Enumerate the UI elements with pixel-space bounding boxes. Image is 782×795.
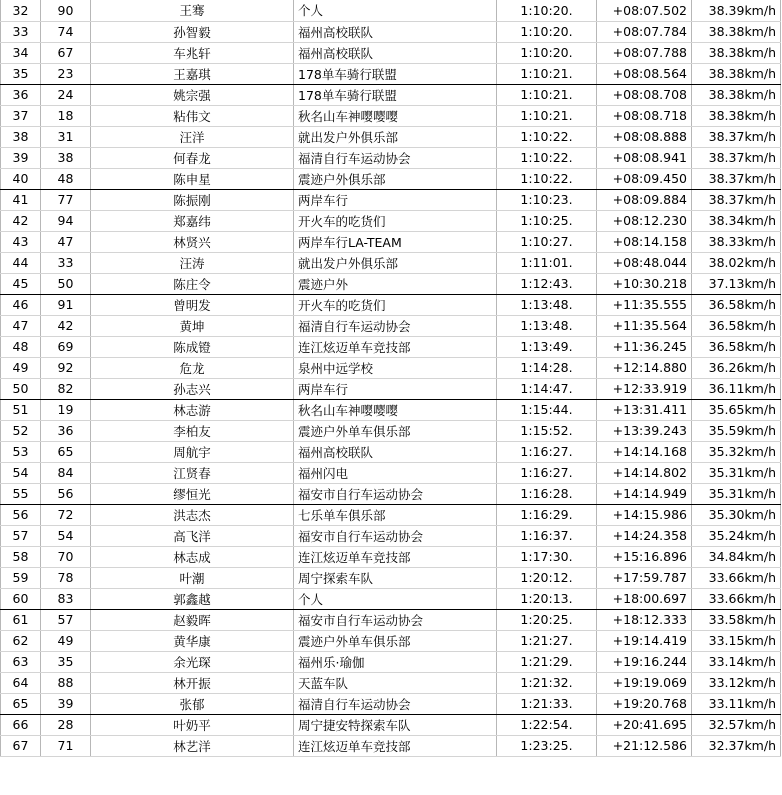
rank-cell: 36: [1, 84, 41, 105]
rank-cell: 41: [1, 189, 41, 210]
team-name-cell: 福安市自行车运动协会: [294, 609, 497, 630]
avg-speed-cell: 37.13km/h: [692, 273, 781, 294]
finish-time-cell: 1:15:44.: [497, 399, 597, 420]
table-row: [1, 735, 781, 756]
table-row: [1, 252, 781, 273]
rank-cell: 37: [1, 105, 41, 126]
time-gap-cell: +11:35.564: [597, 315, 692, 336]
table-row: [1, 294, 781, 315]
avg-speed-cell: 33.66km/h: [692, 588, 781, 609]
rank-cell: 51: [1, 399, 41, 420]
team-name-cell: 周宁探索车队: [294, 567, 497, 588]
time-gap-cell: +21:12.586: [597, 735, 692, 756]
team-name-cell: 就出发户外俱乐部: [294, 252, 497, 273]
rider-name-cell: 郭鑫越: [91, 588, 294, 609]
table-row: [1, 567, 781, 588]
bib-number-cell: 31: [41, 126, 91, 147]
avg-speed-cell: 38.38km/h: [692, 63, 781, 84]
bib-number-cell: 90: [41, 0, 91, 21]
rider-name-cell: 黄华康: [91, 630, 294, 651]
avg-speed-cell: 38.02km/h: [692, 252, 781, 273]
bib-number-cell: 78: [41, 567, 91, 588]
bib-number-cell: 65: [41, 441, 91, 462]
avg-speed-cell: 38.38km/h: [692, 105, 781, 126]
bib-number-cell: 77: [41, 189, 91, 210]
avg-speed-cell: 33.58km/h: [692, 609, 781, 630]
avg-speed-cell: 35.31km/h: [692, 483, 781, 504]
rank-cell: 63: [1, 651, 41, 672]
rank-cell: 34: [1, 42, 41, 63]
avg-speed-cell: 35.30km/h: [692, 504, 781, 525]
team-name-cell: 秋名山车神嘤嘤嘤: [294, 399, 497, 420]
time-gap-cell: +19:19.069: [597, 672, 692, 693]
table-row: [1, 168, 781, 189]
finish-time-cell: 1:10:21.: [497, 105, 597, 126]
rank-cell: 60: [1, 588, 41, 609]
team-name-cell: 连江炫迈单车竞技部: [294, 336, 497, 357]
finish-time-cell: 1:11:01.: [497, 252, 597, 273]
avg-speed-cell: 35.31km/h: [692, 462, 781, 483]
team-name-cell: 福州高校联队: [294, 21, 497, 42]
table-row: [1, 189, 781, 210]
team-name-cell: 秋名山车神嘤嘤嘤: [294, 105, 497, 126]
team-name-cell: 连江炫迈单车竞技部: [294, 546, 497, 567]
avg-speed-cell: 38.37km/h: [692, 147, 781, 168]
time-gap-cell: +12:33.919: [597, 378, 692, 399]
avg-speed-cell: 38.37km/h: [692, 189, 781, 210]
bib-number-cell: 36: [41, 420, 91, 441]
bib-number-cell: 38: [41, 147, 91, 168]
avg-speed-cell: 33.15km/h: [692, 630, 781, 651]
rank-cell: 32: [1, 0, 41, 21]
time-gap-cell: +18:00.697: [597, 588, 692, 609]
avg-speed-cell: 36.58km/h: [692, 315, 781, 336]
team-name-cell: 个人: [294, 0, 497, 21]
avg-speed-cell: 33.14km/h: [692, 651, 781, 672]
avg-speed-cell: 38.34km/h: [692, 210, 781, 231]
rider-name-cell: 王嘉琪: [91, 63, 294, 84]
time-gap-cell: +14:14.949: [597, 483, 692, 504]
rider-name-cell: 孙智毅: [91, 21, 294, 42]
bib-number-cell: 74: [41, 21, 91, 42]
rider-name-cell: 林志成: [91, 546, 294, 567]
team-name-cell: 连江炫迈单车竞技部: [294, 735, 497, 756]
results-body: [1, 0, 781, 756]
team-name-cell: 福州高校联队: [294, 42, 497, 63]
finish-time-cell: 1:21:32.: [497, 672, 597, 693]
avg-speed-cell: 38.33km/h: [692, 231, 781, 252]
finish-time-cell: 1:10:20.: [497, 0, 597, 21]
team-name-cell: 福清自行车运动协会: [294, 693, 497, 714]
table-row: [1, 588, 781, 609]
table-row: [1, 483, 781, 504]
avg-speed-cell: 38.39km/h: [692, 0, 781, 21]
bib-number-cell: 84: [41, 462, 91, 483]
rank-cell: 47: [1, 315, 41, 336]
rank-cell: 64: [1, 672, 41, 693]
time-gap-cell: +12:14.880: [597, 357, 692, 378]
time-gap-cell: +14:24.358: [597, 525, 692, 546]
rider-name-cell: 郑嘉纬: [91, 210, 294, 231]
bib-number-cell: 28: [41, 714, 91, 735]
avg-speed-cell: 38.38km/h: [692, 84, 781, 105]
rank-cell: 44: [1, 252, 41, 273]
table-row: [1, 525, 781, 546]
team-name-cell: 福安市自行车运动协会: [294, 483, 497, 504]
finish-time-cell: 1:14:28.: [497, 357, 597, 378]
team-name-cell: 周宁捷安特探索车队: [294, 714, 497, 735]
avg-speed-cell: 38.37km/h: [692, 126, 781, 147]
finish-time-cell: 1:10:22.: [497, 168, 597, 189]
table-row: [1, 210, 781, 231]
rider-name-cell: 江贤春: [91, 462, 294, 483]
time-gap-cell: +08:14.158: [597, 231, 692, 252]
rank-cell: 54: [1, 462, 41, 483]
bib-number-cell: 24: [41, 84, 91, 105]
finish-time-cell: 1:16:37.: [497, 525, 597, 546]
table-row: [1, 147, 781, 168]
time-gap-cell: +14:14.802: [597, 462, 692, 483]
rider-name-cell: 林贤兴: [91, 231, 294, 252]
time-gap-cell: +10:30.218: [597, 273, 692, 294]
bib-number-cell: 70: [41, 546, 91, 567]
bib-number-cell: 23: [41, 63, 91, 84]
rank-cell: 46: [1, 294, 41, 315]
avg-speed-cell: 36.58km/h: [692, 294, 781, 315]
table-row: [1, 693, 781, 714]
team-name-cell: 福清自行车运动协会: [294, 147, 497, 168]
rider-name-cell: 缪恒光: [91, 483, 294, 504]
finish-time-cell: 1:16:28.: [497, 483, 597, 504]
rider-name-cell: 张郁: [91, 693, 294, 714]
time-gap-cell: +15:16.896: [597, 546, 692, 567]
bib-number-cell: 18: [41, 105, 91, 126]
table-row: [1, 441, 781, 462]
time-gap-cell: +08:07.788: [597, 42, 692, 63]
table-row: [1, 504, 781, 525]
table-row: [1, 609, 781, 630]
team-name-cell: 178单车骑行联盟: [294, 63, 497, 84]
finish-time-cell: 1:16:29.: [497, 504, 597, 525]
team-name-cell: 个人: [294, 588, 497, 609]
finish-time-cell: 1:10:25.: [497, 210, 597, 231]
rank-cell: 62: [1, 630, 41, 651]
finish-time-cell: 1:10:21.: [497, 63, 597, 84]
time-gap-cell: +17:59.787: [597, 567, 692, 588]
rider-name-cell: 林志游: [91, 399, 294, 420]
time-gap-cell: +20:41.695: [597, 714, 692, 735]
time-gap-cell: +08:08.888: [597, 126, 692, 147]
finish-time-cell: 1:22:54.: [497, 714, 597, 735]
team-name-cell: 震迹户外: [294, 273, 497, 294]
rider-name-cell: 危龙: [91, 357, 294, 378]
time-gap-cell: +08:12.230: [597, 210, 692, 231]
bib-number-cell: 69: [41, 336, 91, 357]
avg-speed-cell: 38.38km/h: [692, 21, 781, 42]
avg-speed-cell: 33.11km/h: [692, 693, 781, 714]
avg-speed-cell: 32.57km/h: [692, 714, 781, 735]
rider-name-cell: 陈申星: [91, 168, 294, 189]
time-gap-cell: +08:08.708: [597, 84, 692, 105]
bib-number-cell: 94: [41, 210, 91, 231]
rider-name-cell: 陈成镫: [91, 336, 294, 357]
bib-number-cell: 91: [41, 294, 91, 315]
table-row: [1, 630, 781, 651]
team-name-cell: 福州闪电: [294, 462, 497, 483]
time-gap-cell: +08:48.044: [597, 252, 692, 273]
finish-time-cell: 1:16:27.: [497, 462, 597, 483]
bib-number-cell: 35: [41, 651, 91, 672]
bib-number-cell: 42: [41, 315, 91, 336]
team-name-cell: 天蓝车队: [294, 672, 497, 693]
rank-cell: 39: [1, 147, 41, 168]
rank-cell: 58: [1, 546, 41, 567]
avg-speed-cell: 38.37km/h: [692, 168, 781, 189]
rank-cell: 56: [1, 504, 41, 525]
rank-cell: 33: [1, 21, 41, 42]
avg-speed-cell: 35.32km/h: [692, 441, 781, 462]
table-row: [1, 126, 781, 147]
finish-time-cell: 1:16:27.: [497, 441, 597, 462]
bib-number-cell: 47: [41, 231, 91, 252]
team-name-cell: 开火车的吃货们: [294, 294, 497, 315]
table-row: [1, 0, 781, 21]
finish-time-cell: 1:20:12.: [497, 567, 597, 588]
rank-cell: 43: [1, 231, 41, 252]
rank-cell: 53: [1, 441, 41, 462]
rank-cell: 61: [1, 609, 41, 630]
table-row: [1, 315, 781, 336]
rank-cell: 55: [1, 483, 41, 504]
time-gap-cell: +08:08.718: [597, 105, 692, 126]
rank-cell: 49: [1, 357, 41, 378]
bib-number-cell: 82: [41, 378, 91, 399]
rider-name-cell: 何春龙: [91, 147, 294, 168]
finish-time-cell: 1:21:29.: [497, 651, 597, 672]
rank-cell: 52: [1, 420, 41, 441]
table-row: [1, 399, 781, 420]
finish-time-cell: 1:23:25.: [497, 735, 597, 756]
rank-cell: 57: [1, 525, 41, 546]
rank-cell: 45: [1, 273, 41, 294]
rank-cell: 50: [1, 378, 41, 399]
avg-speed-cell: 38.38km/h: [692, 42, 781, 63]
avg-speed-cell: 32.37km/h: [692, 735, 781, 756]
bib-number-cell: 72: [41, 504, 91, 525]
rank-cell: 48: [1, 336, 41, 357]
table-row: [1, 42, 781, 63]
rider-name-cell: 陈庄令: [91, 273, 294, 294]
finish-time-cell: 1:13:48.: [497, 294, 597, 315]
rider-name-cell: 林开振: [91, 672, 294, 693]
bib-number-cell: 83: [41, 588, 91, 609]
rider-name-cell: 叶奶平: [91, 714, 294, 735]
team-name-cell: 震迹户外单车俱乐部: [294, 420, 497, 441]
bib-number-cell: 39: [41, 693, 91, 714]
bib-number-cell: 33: [41, 252, 91, 273]
bib-number-cell: 67: [41, 42, 91, 63]
table-row: [1, 84, 781, 105]
team-name-cell: 震迹户外俱乐部: [294, 168, 497, 189]
finish-time-cell: 1:20:25.: [497, 609, 597, 630]
team-name-cell: 两岸车行LA-TEAM: [294, 231, 497, 252]
rider-name-cell: 洪志杰: [91, 504, 294, 525]
avg-speed-cell: 35.65km/h: [692, 399, 781, 420]
rank-cell: 40: [1, 168, 41, 189]
finish-time-cell: 1:13:49.: [497, 336, 597, 357]
time-gap-cell: +13:39.243: [597, 420, 692, 441]
team-name-cell: 七乐单车俱乐部: [294, 504, 497, 525]
finish-time-cell: 1:12:43.: [497, 273, 597, 294]
rider-name-cell: 余光琛: [91, 651, 294, 672]
table-row: [1, 546, 781, 567]
finish-time-cell: 1:10:20.: [497, 21, 597, 42]
finish-time-cell: 1:10:21.: [497, 84, 597, 105]
team-name-cell: 178单车骑行联盟: [294, 84, 497, 105]
avg-speed-cell: 36.11km/h: [692, 378, 781, 399]
bib-number-cell: 71: [41, 735, 91, 756]
bib-number-cell: 92: [41, 357, 91, 378]
finish-time-cell: 1:21:27.: [497, 630, 597, 651]
rider-name-cell: 李柏友: [91, 420, 294, 441]
time-gap-cell: +08:07.502: [597, 0, 692, 21]
table-row: [1, 63, 781, 84]
table-row: [1, 462, 781, 483]
table-row: [1, 651, 781, 672]
time-gap-cell: +11:35.555: [597, 294, 692, 315]
table-row: [1, 105, 781, 126]
rider-name-cell: 汪涛: [91, 252, 294, 273]
finish-time-cell: 1:10:22.: [497, 147, 597, 168]
rank-cell: 65: [1, 693, 41, 714]
team-name-cell: 两岸车行: [294, 189, 497, 210]
bib-number-cell: 57: [41, 609, 91, 630]
finish-time-cell: 1:15:52.: [497, 420, 597, 441]
avg-speed-cell: 36.58km/h: [692, 336, 781, 357]
rider-name-cell: 陈振刚: [91, 189, 294, 210]
team-name-cell: 福州高校联队: [294, 441, 497, 462]
avg-speed-cell: 34.84km/h: [692, 546, 781, 567]
avg-speed-cell: 35.59km/h: [692, 420, 781, 441]
team-name-cell: 开火车的吃货们: [294, 210, 497, 231]
time-gap-cell: +19:14.419: [597, 630, 692, 651]
avg-speed-cell: 33.12km/h: [692, 672, 781, 693]
rider-name-cell: 黄坤: [91, 315, 294, 336]
rank-cell: 67: [1, 735, 41, 756]
time-gap-cell: +11:36.245: [597, 336, 692, 357]
time-gap-cell: +08:09.450: [597, 168, 692, 189]
table-row: [1, 21, 781, 42]
rider-name-cell: 粘伟文: [91, 105, 294, 126]
team-name-cell: 福安市自行车运动协会: [294, 525, 497, 546]
time-gap-cell: +08:08.564: [597, 63, 692, 84]
rider-name-cell: 车兆轩: [91, 42, 294, 63]
avg-speed-cell: 36.26km/h: [692, 357, 781, 378]
team-name-cell: 震迹户外单车俱乐部: [294, 630, 497, 651]
table-row: [1, 357, 781, 378]
avg-speed-cell: 33.66km/h: [692, 567, 781, 588]
finish-time-cell: 1:17:30.: [497, 546, 597, 567]
time-gap-cell: +14:14.168: [597, 441, 692, 462]
bib-number-cell: 56: [41, 483, 91, 504]
bib-number-cell: 19: [41, 399, 91, 420]
table-row: [1, 378, 781, 399]
time-gap-cell: +14:15.986: [597, 504, 692, 525]
time-gap-cell: +19:20.768: [597, 693, 692, 714]
table-row: [1, 273, 781, 294]
rider-name-cell: 林艺洋: [91, 735, 294, 756]
time-gap-cell: +19:16.244: [597, 651, 692, 672]
time-gap-cell: +08:09.884: [597, 189, 692, 210]
team-name-cell: 就出发户外俱乐部: [294, 126, 497, 147]
avg-speed-cell: 35.24km/h: [692, 525, 781, 546]
table-row: [1, 231, 781, 252]
rider-name-cell: 姚宗强: [91, 84, 294, 105]
time-gap-cell: +18:12.333: [597, 609, 692, 630]
rider-name-cell: 赵毅晖: [91, 609, 294, 630]
rank-cell: 38: [1, 126, 41, 147]
finish-time-cell: 1:21:33.: [497, 693, 597, 714]
finish-time-cell: 1:10:27.: [497, 231, 597, 252]
rank-cell: 42: [1, 210, 41, 231]
rider-name-cell: 叶潮: [91, 567, 294, 588]
finish-time-cell: 1:10:22.: [497, 126, 597, 147]
rank-cell: 66: [1, 714, 41, 735]
rank-cell: 59: [1, 567, 41, 588]
team-name-cell: 福清自行车运动协会: [294, 315, 497, 336]
rider-name-cell: 汪洋: [91, 126, 294, 147]
table-row: [1, 336, 781, 357]
time-gap-cell: +08:08.941: [597, 147, 692, 168]
rider-name-cell: 曾明发: [91, 294, 294, 315]
bib-number-cell: 50: [41, 273, 91, 294]
time-gap-cell: +08:07.784: [597, 21, 692, 42]
team-name-cell: 福州乐·瑜伽: [294, 651, 497, 672]
bib-number-cell: 48: [41, 168, 91, 189]
finish-time-cell: 1:20:13.: [497, 588, 597, 609]
table-row: [1, 714, 781, 735]
table-row: [1, 420, 781, 441]
finish-time-cell: 1:10:23.: [497, 189, 597, 210]
finish-time-cell: 1:14:47.: [497, 378, 597, 399]
team-name-cell: 两岸车行: [294, 378, 497, 399]
team-name-cell: 泉州中远学校: [294, 357, 497, 378]
finish-time-cell: 1:10:20.: [497, 42, 597, 63]
bib-number-cell: 54: [41, 525, 91, 546]
rank-cell: 35: [1, 63, 41, 84]
finish-time-cell: 1:13:48.: [497, 315, 597, 336]
rider-name-cell: 王骞: [91, 0, 294, 21]
bib-number-cell: 88: [41, 672, 91, 693]
bib-number-cell: 49: [41, 630, 91, 651]
time-gap-cell: +13:31.411: [597, 399, 692, 420]
rider-name-cell: 高飞洋: [91, 525, 294, 546]
rider-name-cell: 周航宇: [91, 441, 294, 462]
rider-name-cell: 孙志兴: [91, 378, 294, 399]
table-row: [1, 672, 781, 693]
